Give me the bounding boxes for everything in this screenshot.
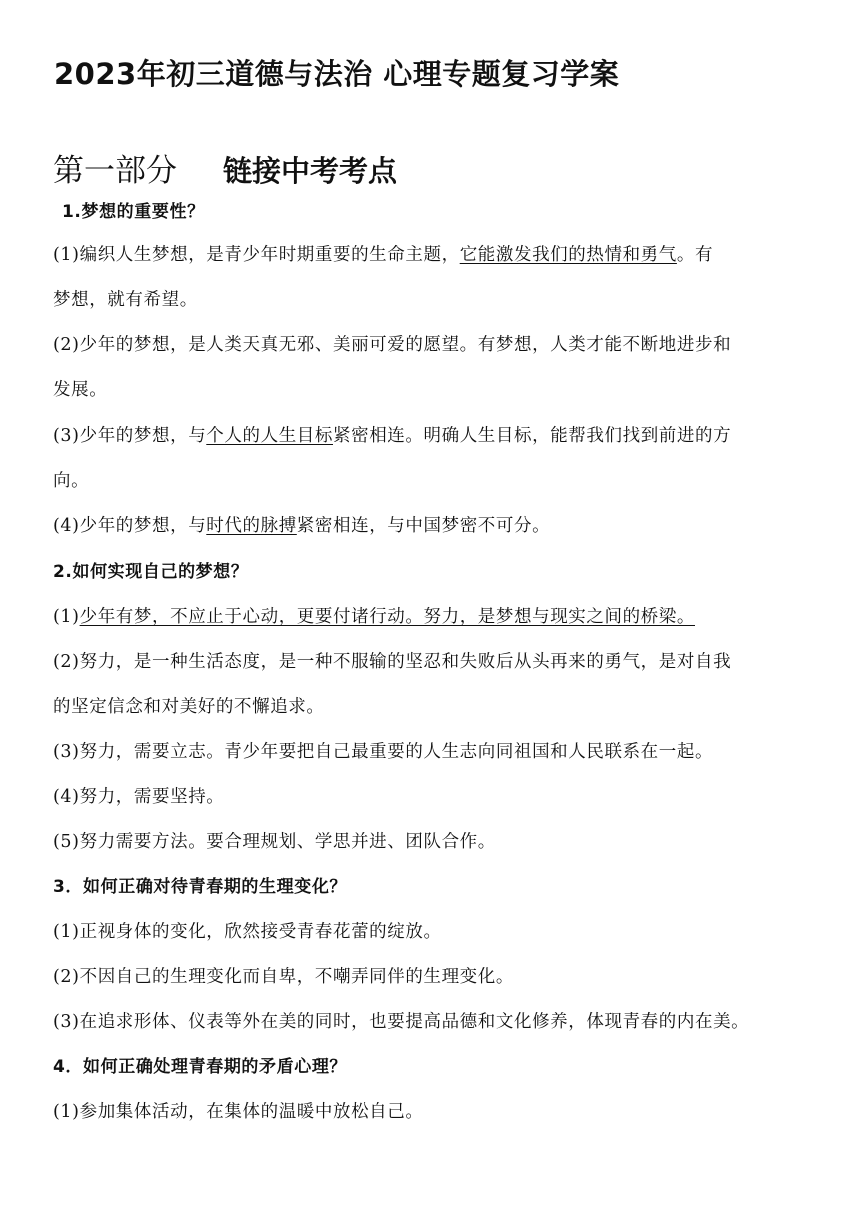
paragraph: (1)参加集体活动，在集体的温暖中放松自己。	[53, 1102, 424, 1122]
section-2-heading: 2.如何实现自己的梦想？	[53, 562, 249, 582]
paragraph: (3)在追求形体、仪表等外在美的同时，也要提高品德和文化修养，体现青春的内在美。	[53, 1012, 750, 1032]
text: 紧密相连。明确人生目标，能帮我们找到前进的方	[333, 426, 732, 446]
text: (4)少年的梦想，与	[53, 516, 207, 536]
paragraph	[53, 243, 813, 267]
paragraph: (2)少年的梦想，是人类天真无邪、美丽可爱的愿望。有梦想，人类才能不断地进步和	[53, 335, 732, 355]
underlined-text: 它能激发我们的热情和勇气	[459, 245, 677, 265]
document-title: 2023年初三道德与法治 心理专题复习学案	[54, 57, 620, 91]
part-label: 第一部分	[53, 153, 177, 189]
underlined-text: 时代的脉搏	[206, 516, 297, 536]
paragraph	[53, 605, 813, 629]
text: 。有	[676, 245, 714, 265]
paragraph: 发展。	[53, 380, 108, 400]
text: 紧密相连，与中国梦密不可分。	[296, 516, 551, 536]
paragraph: (3)努力，需要立志。青少年要把自己最重要的人生志向同祖国和人民联系在一起。	[53, 742, 714, 762]
paragraph: (1)正视身体的变化，欣然接受青春花蕾的绽放。	[53, 922, 442, 942]
underlined-text: 个人的人生目标	[206, 426, 333, 446]
paragraph: (2)不因自己的生理变化而自卑，不嘲弄同伴的生理变化。	[53, 967, 514, 987]
paragraph: (4)努力，需要坚持。	[53, 787, 225, 807]
paragraph: (2)努力，是一种生活态度，是一种不服输的坚忍和失败后从头再来的勇气，是对自我	[53, 652, 732, 672]
text: (3)少年的梦想，与	[53, 426, 207, 446]
part-heading	[53, 145, 397, 190]
section-4-heading: 4．如何正确处理青春期的矛盾心理？	[53, 1057, 348, 1077]
paragraph: 的坚定信念和对美好的不懈追求。	[53, 697, 325, 717]
paragraph: (5)努力需要方法。要合理规划、学思并进、团队合作。	[53, 832, 496, 852]
text: (1)编织人生梦想，是青少年时期重要的生命主题，	[53, 245, 460, 265]
section-1-heading: 1.梦想的重要性？	[62, 202, 205, 222]
paragraph	[53, 514, 813, 538]
text: (1)	[53, 607, 80, 627]
paragraph: 梦想，就有希望。	[53, 290, 198, 310]
paragraph	[53, 424, 813, 448]
paragraph: 向。	[53, 471, 90, 491]
underlined-text: 少年有梦，不应止于心动，更要付诸行动。努力，是梦想与现实之间的桥梁。	[79, 607, 695, 627]
part-title: 链接中考考点	[223, 154, 398, 188]
section-3-heading: 3．如何正确对待青春期的生理变化？	[53, 877, 348, 897]
